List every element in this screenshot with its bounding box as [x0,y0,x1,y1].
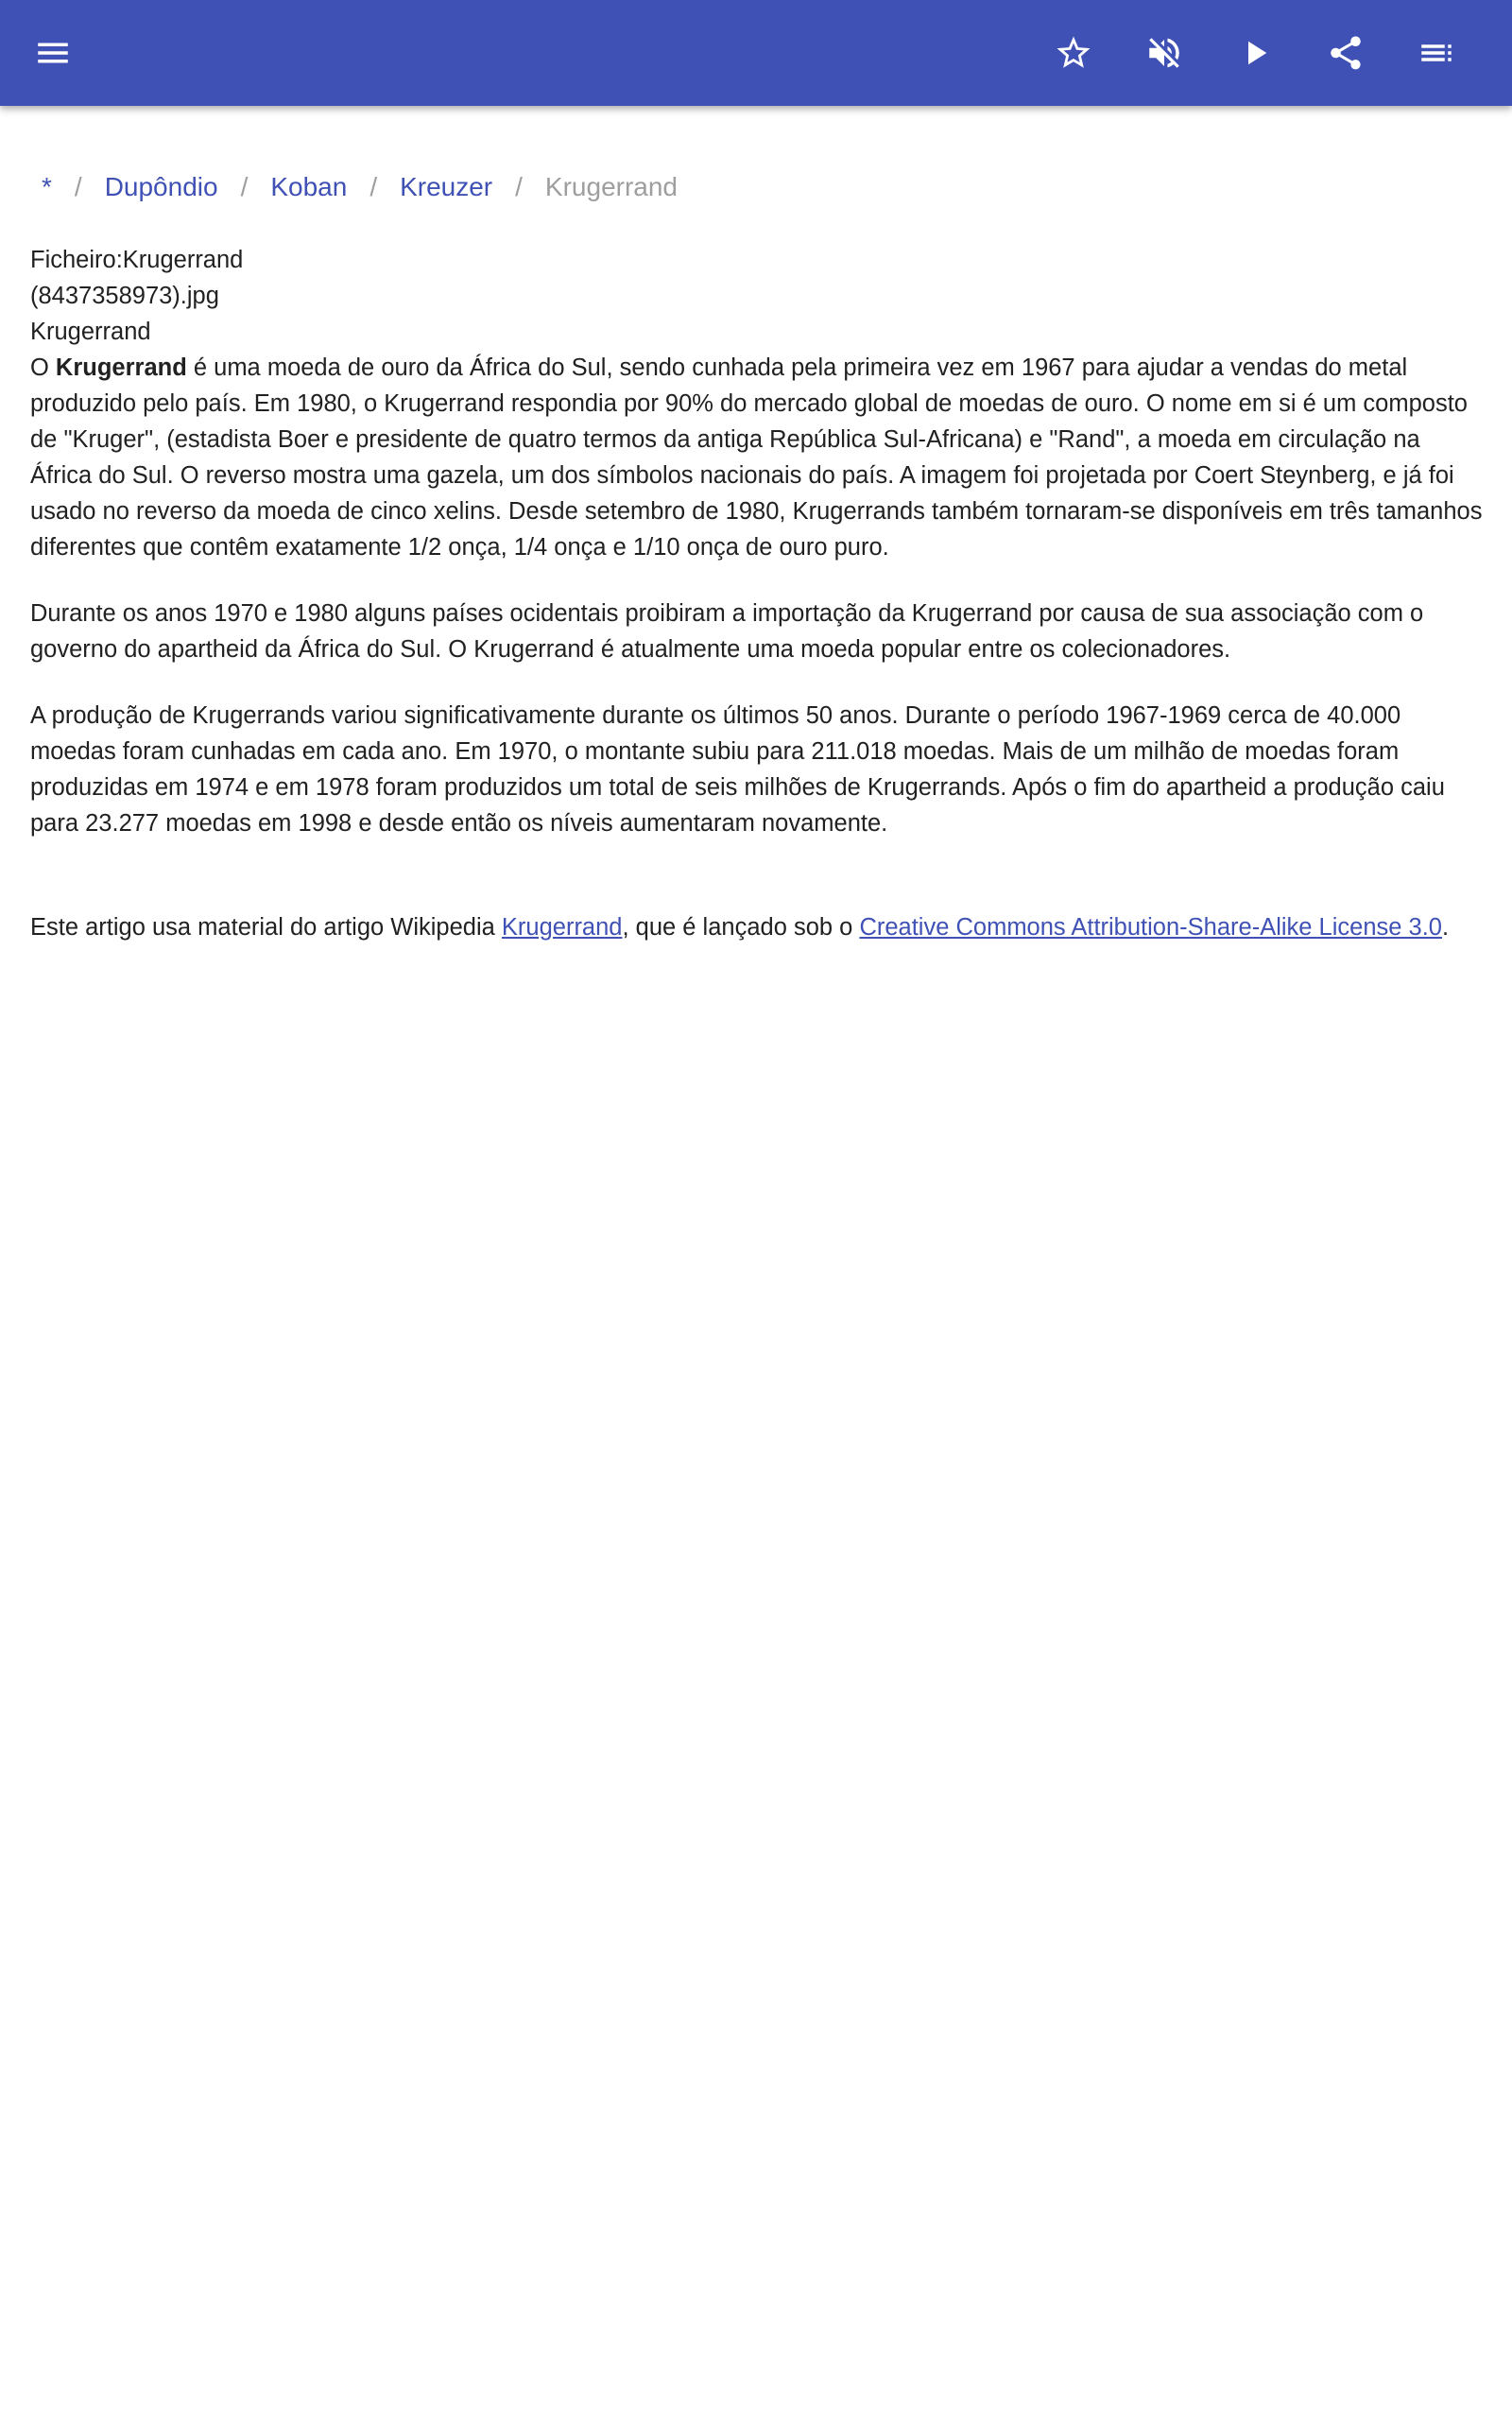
paragraph-lead: O [30,354,56,381]
image-caption-filename-ext: (8437358973).jpg [30,283,219,309]
wikipedia-article-link[interactable]: Krugerrand [501,914,623,941]
menu-icon[interactable] [23,23,83,83]
article-paragraph-2: Durante os anos 1970 e 1980 alguns países ocidentais proibiram a importação da Krugerrand por causa de sua associação com o governo do apartheid da África do Sul. O Krugerrand é atualmente uma moeda popular entre os colecionadores. [30,600,1424,663]
article-paragraph-3: A produção de Krugerrands variou significativamente durante os últimos 50 anos. Durante o período 1967-1969 cerca de 40.000 moedas foram cunhadas em cada ano. Em 1970, o montante subiu para 211.018 moedas. Mais de um milhão de moedas foram produzidas em 1974 e em 1978 foram produzidos um total de seis milhões de Krugerrands. Após o fim do apartheid a produção caiu para 23.277 moedas em 1998 e desde então os níveis aumentaram novamente. [30,702,1445,837]
article-content [30,242,1486,976]
article-paragraph-1 [30,242,1486,565]
breadcrumb-separator: / [74,172,82,201]
attribution-prefix: Este artigo usa material do artigo Wikipedia [30,914,502,941]
paragraph-text: é uma moeda de ouro da África do Sul, sendo cunhada pela primeira vez em 1967 para ajudar a vendas do metal produzido pelo país. Em 1980, o Krugerrand respondia por 90% do mercado global de moedas de ouro. O nome em si é um composto de "Kruger", (estadista Boer e presidente de quatro termos da antiga República Sul-Africana) e "Rand", a moeda em circulação na África do Sul. O reverso mostra uma gazela, um dos símbolos nacionais do país. A imagem foi projetada por Coert Steynberg, e já foi usado no reverso da moeda de cinco xelins. Desde setembro de 1980, Krugerrands também tornaram-se disponíveis em três tamanhos diferentes que contêm exatamente 1/2 onça, 1/4 onça e 1/10 onça de ouro puro. [30,354,1483,561]
app-bar [0,0,1512,106]
breadcrumb-item-home[interactable]: * [42,172,52,201]
play-icon[interactable] [1225,23,1285,83]
breadcrumb [30,166,689,208]
breadcrumb-item-dupondio[interactable]: Dupôndio [104,172,218,201]
star-outline-icon[interactable] [1043,23,1104,83]
playlist-icon[interactable] [1406,23,1467,83]
share-icon[interactable] [1315,23,1376,83]
image-caption-title: Krugerrand [30,319,151,345]
article-subject-bold: Krugerrand [55,354,187,381]
volume-off-icon[interactable] [1134,23,1194,83]
attribution-suffix: . [1441,914,1450,941]
breadcrumb-separator: / [369,172,378,201]
breadcrumb-separator: / [515,172,523,201]
license-link[interactable]: Creative Commons Attribution-Share-Alike License 3.0 [859,914,1442,941]
attribution-note [30,909,1486,945]
breadcrumb-separator: / [240,172,249,201]
image-caption-filename: Ficheiro:Krugerrand [30,247,244,273]
breadcrumb-current: Krugerrand [544,172,679,201]
attribution-middle: , que é lançado sob o [622,914,860,941]
breadcrumb-item-kreuzer[interactable]: Kreuzer [400,172,493,201]
breadcrumb-item-koban[interactable]: Koban [270,172,348,201]
